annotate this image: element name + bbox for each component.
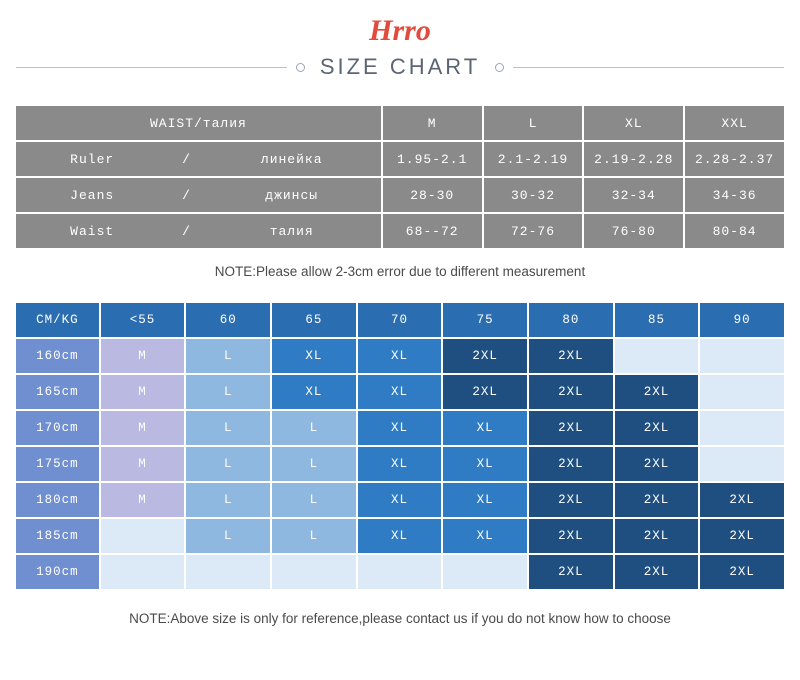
matrix-size-cell: L xyxy=(272,519,356,553)
matrix-size-cell: 2XL xyxy=(529,339,613,373)
table-row xyxy=(16,339,784,373)
matrix-size-cell: L xyxy=(186,339,270,373)
table-row xyxy=(16,106,784,140)
matrix-size-cell: XL xyxy=(443,411,527,445)
matrix-height-header: 160cm xyxy=(16,339,99,373)
matrix-height-header: 170cm xyxy=(16,411,99,445)
row-label-ru: линейка xyxy=(260,151,323,167)
matrix-size-cell: XL xyxy=(358,411,442,445)
matrix-size-cell: 2XL xyxy=(529,411,613,445)
matrix-empty-cell xyxy=(101,519,185,553)
size-table-header-xxl: XXL xyxy=(685,106,784,140)
matrix-size-cell: M xyxy=(101,411,185,445)
matrix-corner-label: CM/KG xyxy=(16,303,99,337)
matrix-size-cell: 2XL xyxy=(529,483,613,517)
matrix-empty-cell xyxy=(358,555,442,589)
matrix-size-cell: L xyxy=(186,483,270,517)
matrix-size-cell: XL xyxy=(443,447,527,481)
matrix-empty-cell xyxy=(700,411,784,445)
matrix-size-cell: L xyxy=(272,411,356,445)
matrix-size-cell: 2XL xyxy=(615,411,699,445)
note-top: NOTE:Please allow 2-3cm error due to different measurement xyxy=(214,264,586,279)
matrix-size-cell: L xyxy=(186,411,270,445)
matrix-size-cell: XL xyxy=(358,483,442,517)
matrix-size-cell: 2XL xyxy=(529,447,613,481)
table-row xyxy=(16,411,784,445)
matrix-weight-header: 85 xyxy=(615,303,699,337)
size-cell: 2.1-2.19 xyxy=(484,142,583,176)
matrix-size-cell: XL xyxy=(358,339,442,373)
size-cell: 80-84 xyxy=(685,214,784,248)
matrix-weight-header: 65 xyxy=(272,303,356,337)
matrix-size-cell: 2XL xyxy=(615,555,699,589)
row-label-en: Waist xyxy=(70,223,115,239)
size-cell: 32-34 xyxy=(584,178,683,212)
size-cell: 72-76 xyxy=(484,214,583,248)
table-row xyxy=(16,303,784,337)
title-dot-right xyxy=(495,63,504,72)
matrix-size-cell: 2XL xyxy=(700,519,784,553)
matrix-size-cell: 2XL xyxy=(615,519,699,553)
matrix-size-cell: XL xyxy=(272,339,356,373)
matrix-height-header: 175cm xyxy=(16,447,99,481)
matrix-size-cell: XL xyxy=(443,483,527,517)
matrix-size-cell: 2XL xyxy=(443,375,527,409)
size-cell: 76-80 xyxy=(584,214,683,248)
matrix-empty-cell xyxy=(615,339,699,373)
page-title: SIZE CHART xyxy=(319,54,481,79)
table-row xyxy=(16,519,784,553)
size-table-header-l: L xyxy=(484,106,583,140)
matrix-size-cell: 2XL xyxy=(529,375,613,409)
matrix-size-cell: 2XL xyxy=(700,555,784,589)
matrix-weight-header: 60 xyxy=(186,303,270,337)
size-matrix-table xyxy=(14,301,786,591)
matrix-empty-cell xyxy=(700,375,784,409)
matrix-size-cell: 2XL xyxy=(700,483,784,517)
matrix-size-cell: 2XL xyxy=(529,519,613,553)
row-label-sep: / xyxy=(182,223,191,239)
size-cell: 28-30 xyxy=(383,178,482,212)
size-cell: 30-32 xyxy=(484,178,583,212)
title-divider-right xyxy=(513,67,784,68)
size-cell: 68--72 xyxy=(383,214,482,248)
row-label-en: Jeans xyxy=(70,187,115,203)
matrix-size-cell: L xyxy=(272,483,356,517)
matrix-size-cell: M xyxy=(101,447,185,481)
matrix-empty-cell xyxy=(186,555,270,589)
matrix-height-header: 185cm xyxy=(16,519,99,553)
matrix-weight-header: 80 xyxy=(529,303,613,337)
matrix-size-cell: M xyxy=(101,375,185,409)
row-label-en: Ruler xyxy=(70,151,115,167)
matrix-size-cell: XL xyxy=(358,447,442,481)
size-cell: 2.19-2.28 xyxy=(584,142,683,176)
size-table-row-label-ruler xyxy=(16,142,381,176)
matrix-size-cell: 2XL xyxy=(615,375,699,409)
matrix-size-cell: XL xyxy=(272,375,356,409)
matrix-size-cell: 2XL xyxy=(443,339,527,373)
table-row xyxy=(16,178,784,212)
matrix-height-header: 165cm xyxy=(16,375,99,409)
title-dot-left xyxy=(296,63,305,72)
matrix-size-cell: 2XL xyxy=(615,483,699,517)
brand-logo xyxy=(0,14,800,48)
matrix-size-cell: XL xyxy=(443,519,527,553)
title-divider-left xyxy=(16,67,287,68)
matrix-weight-header: 90 xyxy=(700,303,784,337)
matrix-weight-header: <55 xyxy=(101,303,185,337)
page-title-row xyxy=(0,54,800,80)
matrix-size-cell: 2XL xyxy=(529,555,613,589)
size-table-row-label-jeans xyxy=(16,178,381,212)
matrix-size-cell: 2XL xyxy=(615,447,699,481)
size-cell: 34-36 xyxy=(685,178,784,212)
note-bottom: NOTE:Above size is only for reference,please contact us if you do not know how to choose xyxy=(129,611,671,626)
table-row xyxy=(16,214,784,248)
size-table-header-xl: XL xyxy=(584,106,683,140)
table-row xyxy=(16,375,784,409)
matrix-empty-cell xyxy=(700,339,784,373)
matrix-size-cell: XL xyxy=(358,519,442,553)
row-label-sep: / xyxy=(182,151,191,167)
table-row xyxy=(16,483,784,517)
matrix-empty-cell xyxy=(101,555,185,589)
matrix-size-cell: M xyxy=(101,483,185,517)
matrix-empty-cell xyxy=(700,447,784,481)
size-table xyxy=(14,104,786,250)
brand-name: Hrro xyxy=(369,14,431,47)
size-chart-page xyxy=(0,14,800,680)
size-table-header-m: M xyxy=(383,106,482,140)
matrix-size-cell: L xyxy=(186,447,270,481)
matrix-size-cell: L xyxy=(186,375,270,409)
size-table-header-waist: WAIST/талия xyxy=(16,106,381,140)
table-row xyxy=(16,142,784,176)
matrix-size-cell: M xyxy=(101,339,185,373)
matrix-size-cell: L xyxy=(272,447,356,481)
matrix-weight-header: 70 xyxy=(358,303,442,337)
matrix-size-cell: L xyxy=(186,519,270,553)
matrix-empty-cell xyxy=(443,555,527,589)
matrix-empty-cell xyxy=(272,555,356,589)
row-label-ru: талия xyxy=(269,223,314,239)
size-cell: 1.95-2.1 xyxy=(383,142,482,176)
matrix-height-header: 190cm xyxy=(16,555,99,589)
matrix-height-header: 180cm xyxy=(16,483,99,517)
row-label-ru: джинсы xyxy=(265,187,319,203)
size-cell: 2.28-2.37 xyxy=(685,142,784,176)
table-row xyxy=(16,447,784,481)
table-row xyxy=(16,555,784,589)
size-table-row-label-waist xyxy=(16,214,381,248)
matrix-size-cell: XL xyxy=(358,375,442,409)
matrix-weight-header: 75 xyxy=(443,303,527,337)
row-label-sep: / xyxy=(182,187,191,203)
